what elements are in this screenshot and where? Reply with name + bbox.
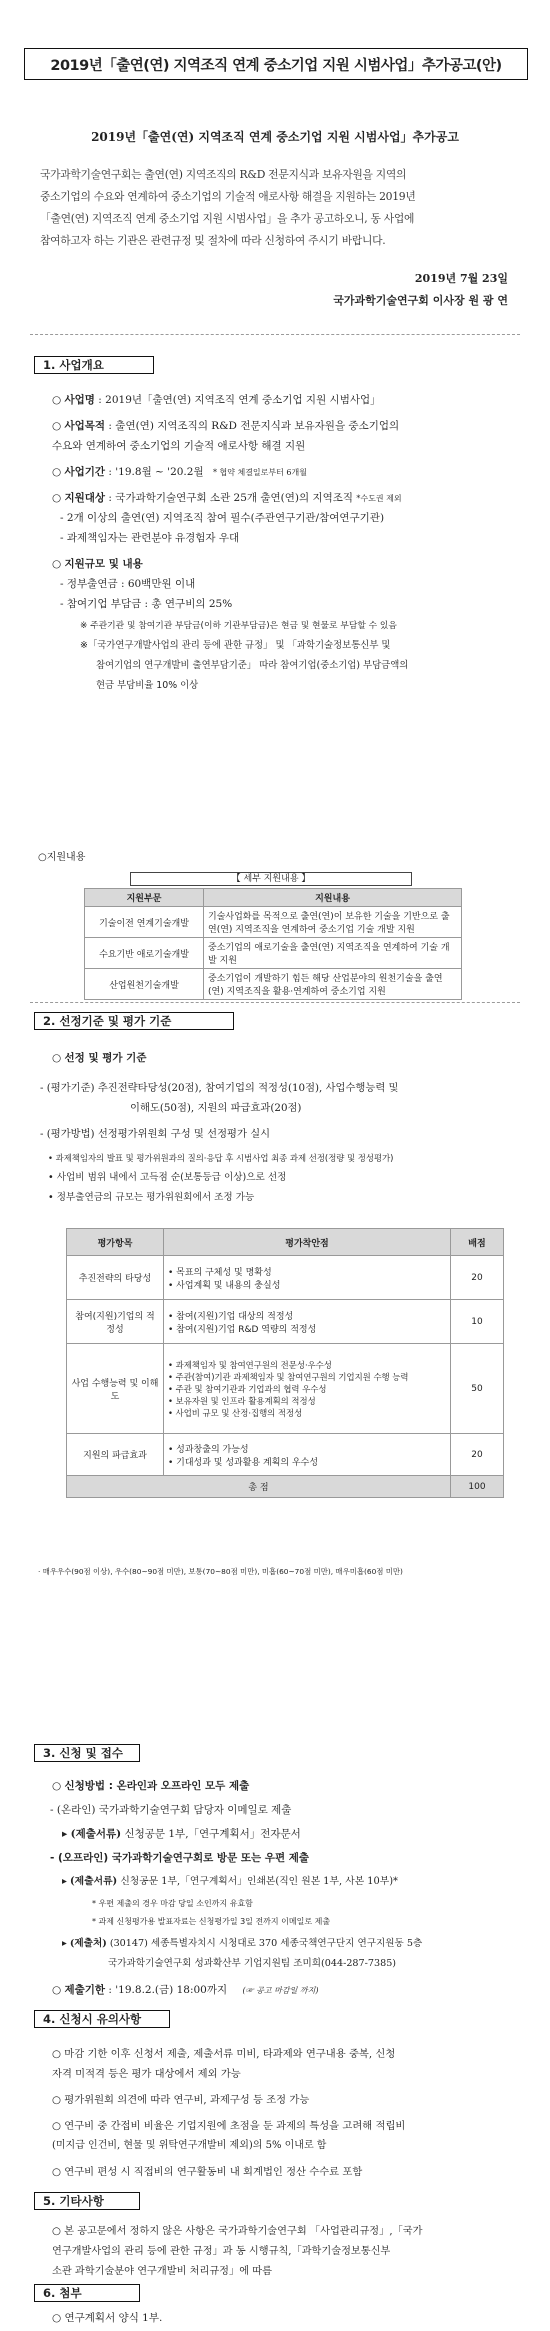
- support-cell: 중소기업의 애로기술을 출연(연) 지역조직을 연계하여 기술 개발 지원: [204, 938, 462, 969]
- criteria-subheading: ○ 선정 및 평가 기준: [52, 1052, 147, 1064]
- support-scale: ○ 지원규모 및 내용: [52, 558, 143, 570]
- table-row: [85, 907, 462, 938]
- notice-text: 자격 미적격 등은 평가 대상에서 제외 가능: [52, 2068, 241, 2080]
- apply-note: * 과제 신청평가용 발표자료는 신청평가일 3일 전까지 이메일로 제출: [92, 1917, 331, 1926]
- notice-item: ○ 연구비 중 간접비 비율은 기업지원에 초점을 둔 과제의 특성을 고려해 적립비: [52, 2120, 406, 2132]
- docs-value: 신청공문 1부,「연구계획서」전자문서: [124, 1828, 301, 1840]
- target-value: : 국가과학기술연구회 소관 25개 출연(연)의 지역조직: [108, 492, 354, 504]
- eval-point: 주관(참여)기관 과제책임자 및 참여연구원의 기업지원 수행 능력: [175, 1371, 409, 1382]
- criteria-bullet-text: 사업비 범위 내에서 고득점 순(보통등급 이상)으로 선정: [56, 1172, 287, 1183]
- attachment-text: 연구계획서 양식 1부.: [64, 2312, 163, 2324]
- notice-text: 평가위원회 의견에 따라 연구비, 과제구성 등 조정 가능: [64, 2094, 310, 2106]
- divider: [30, 334, 520, 335]
- date: 2019년 7월 23일: [414, 272, 508, 285]
- deadline-value: : '19.8.2.(금) 18:00까지: [108, 1984, 228, 1996]
- eval-points: • 성과창출의 가능성 • 기대성과 및 성과활용 계획의 우수성: [164, 1434, 451, 1476]
- docs-label: (제출서류): [70, 1828, 122, 1840]
- eval-total-label: 총 점: [67, 1476, 451, 1498]
- period-note: * 협약 체결일로부터 6개월: [212, 468, 307, 477]
- support-cell: 중소기업이 개발하기 힘든 해당 산업분야의 원천기술을 출연(연) 지역조직을 활용·연계하여 중소기업 지원: [204, 969, 462, 1000]
- scale-note: ※「국가연구개발사업의 관리 등에 관한 규정」 및 「과학기술정보통신부 및: [80, 640, 391, 651]
- apply-method-text: 신청방법 : 온라인과 오프라인 모두 제출: [64, 1780, 250, 1792]
- eval-point: 참여(지원)기업 R&D 역량의 적정성: [176, 1324, 317, 1335]
- purpose-label: 사업목적: [64, 420, 106, 432]
- target-sub: - 2개 이상의 출연(연) 지역조직 참여 필수(주관연구기관/참여연구기관): [60, 512, 385, 524]
- addr-value: (30147) 세종특별자치시 시청대로 370 세종국책연구단지 연구지원동 5층: [109, 1938, 423, 1949]
- target-label: 지원대상: [64, 492, 106, 504]
- intro-line: 참여하고자 하는 기관은 관련규정 및 절차에 따라 신청하여 주시기 바랍니다.: [40, 234, 386, 247]
- apply-line: ▸ (제출처) (30147) 세종특별자치시 시청대로 370 세종국책연구단지 연구지원동 5층: [62, 1938, 423, 1949]
- criteria-line: 이해도(50점), 지원의 파급효과(20점): [130, 1102, 302, 1114]
- misc-text: 본 공고문에서 정하지 않은 사항은 국가과학기술연구회 「사업관리규정」,「국가: [64, 2226, 423, 2237]
- support-cell: 기술이전 연계기술개발: [85, 907, 204, 938]
- eval-score: 50: [451, 1344, 504, 1434]
- organization-signature: 국가과학기술연구회 이사장 원 광 연: [333, 294, 508, 307]
- evaluation-table: [66, 1228, 504, 1498]
- deadline-note: (☞ 공고 마감일 까지): [242, 1986, 319, 1995]
- scale-note: 참여기업의 연구개발비 출연부담기준」 따라 참여기업(중소기업) 부담금액의: [96, 660, 409, 671]
- apply-line: - (온라인) 국가과학기술연구회 담당자 이메일로 제출: [50, 1804, 292, 1816]
- support-header: 지원내용: [204, 889, 462, 907]
- intro-line: 국가과학기술연구회는 출연(연) 지역조직의 R&D 전문지식과 보유자원을 지역의: [40, 168, 407, 181]
- support-label: ○지원내용: [38, 852, 86, 863]
- support-header: 지원부문: [85, 889, 204, 907]
- misc-text: 소관 과학기술분야 연구개발비 처리규정」에 따름: [52, 2266, 272, 2277]
- project-name-value: : 2019년「출연(연) 지역조직 연계 중소기업 지원 시범사업」: [98, 394, 381, 406]
- attachment-line: ○ 연구계획서 양식 1부.: [52, 2312, 163, 2324]
- notice-text: (미지급 인건비, 현물 및 위탁연구개발비 제외)의 5% 이내로 함: [52, 2140, 327, 2151]
- misc-text: 연구개발사업의 관리 등에 관한 규정」과 동 시행규칙,「과학기술정보통신부: [52, 2246, 391, 2257]
- eval-score: 20: [451, 1256, 504, 1300]
- project-name-label: 사업명: [64, 394, 95, 406]
- notice-text: 마감 기한 이후 신청서 제출, 제출서류 미비, 타과제와 연구내용 중복, 신청: [64, 2048, 396, 2060]
- table-row: [67, 1344, 504, 1434]
- offline-text: - (오프라인) 국가과학기술연구회로 방문 또는 우편 제출: [50, 1852, 310, 1864]
- deadline: ○ 제출기한 : '19.8.2.(금) 18:00까지 (☞ 공고 마감일 까지): [52, 1984, 319, 1996]
- criteria-bullet-text: 과제책임자의 발표 및 평가위원과의 질의·응답 후 시범사업 최종 과제 선정(정량 및 정성평가): [55, 1153, 394, 1163]
- support-caption: 【 세부 지원내용 】: [130, 872, 412, 886]
- eval-header: 배점: [451, 1229, 504, 1256]
- addr-label: (제출처): [69, 1938, 107, 1949]
- document-title: 2019년「출연(연) 지역조직 연계 중소기업 지원 시범사업」추가공고: [91, 130, 459, 144]
- intro-paragraph: [40, 164, 515, 252]
- eval-total: 100: [451, 1476, 504, 1498]
- project-name: ○ 사업명 : 2019년「출연(연) 지역조직 연계 중소기업 지원 시범사업」: [52, 394, 381, 406]
- apply-line: ▸ (제출서류) 신청공문 1부,「연구계획서」인쇄본(직인 원본 1부, 사본 10부)*: [62, 1876, 398, 1887]
- eval-points: • 목표의 구체성 및 명확성 • 사업계획 및 내용의 충실성: [164, 1256, 451, 1300]
- eval-score: 20: [451, 1434, 504, 1476]
- table-row: [67, 1476, 504, 1498]
- criteria-bullet: • 사업비 범위 내에서 고득점 순(보통등급 이상)으로 선정: [48, 1172, 287, 1183]
- eval-header: 평가항목: [67, 1229, 164, 1256]
- section-2-heading: 2. 선정기준 및 평가 기준: [34, 1012, 234, 1030]
- criteria-bullet: • 정부출연금의 규모는 평가위원회에서 조정 가능: [48, 1192, 255, 1203]
- support-cell: 산업원천기술개발: [85, 969, 204, 1000]
- criteria-bullet-text: 정부출연금의 규모는 평가위원회에서 조정 가능: [56, 1192, 255, 1203]
- eval-item: 추진전략의 타당성: [67, 1256, 164, 1300]
- criteria-line: - (평가기준) 추진전략타당성(20점), 참여기업의 적정성(10점), 사업수행능력 및: [40, 1082, 399, 1094]
- support-table: [84, 888, 462, 1000]
- deadline-label: 제출기한: [64, 1984, 106, 1996]
- divider: [30, 1002, 520, 1003]
- table-row: [67, 1434, 504, 1476]
- docs-label: (제출서류): [70, 1876, 118, 1887]
- project-period: ○ 사업기간 : '19.8월 ~ '20.2월 * 협약 체결일로부터 6개월: [52, 466, 307, 478]
- eval-point: 주관 및 참여기관과 기업과의 협력 우수성: [175, 1383, 327, 1394]
- eval-point: 참여(지원)기업 대상의 적정성: [176, 1311, 294, 1322]
- top-title-box: 2019년「출연(연) 지역조직 연계 중소기업 지원 시범사업」추가공고(안): [24, 48, 528, 80]
- section-5-heading: 5. 기타사항: [34, 2192, 140, 2210]
- eval-point: 과제책임자 및 참여연구원의 전문성·우수성: [175, 1359, 332, 1370]
- support-cell: 기술사업화를 목적으로 출연(연)이 보유한 기술을 기반으로 출연(연) 지역조직을 연계하여 중소기업 기술 개발 지원: [204, 907, 462, 938]
- eval-point: 보유자원 및 인프라 활용계획의 적정성: [175, 1395, 316, 1406]
- table-row: [85, 969, 462, 1000]
- apply-note: * 우편 제출의 경우 마감 당일 소인까지 유효함: [92, 1899, 253, 1908]
- target-note: *수도권 제외: [356, 494, 402, 503]
- section-6-heading: 6. 첨부: [34, 2284, 140, 2302]
- table-row: [85, 938, 462, 969]
- section-3-heading: 3. 신청 및 접수: [34, 1744, 140, 1762]
- eval-point: 성과창출의 가능성: [176, 1444, 249, 1455]
- eval-point: 사업계획 및 내용의 충실성: [176, 1280, 281, 1291]
- table-row: [67, 1256, 504, 1300]
- target-sub: - 과제책임자는 관련분야 유경험자 우대: [60, 532, 240, 544]
- support-target: ○ 지원대상 : 국가과학기술연구회 소관 25개 출연(연)의 지역조직 *수도권 제외: [52, 492, 402, 504]
- eval-points: • 참여(지원)기업 대상의 적정성 • 참여(지원)기업 R&D 역량의 적정성: [164, 1300, 451, 1344]
- eval-footnote: · 매우우수(90점 이상), 우수(80~90점 미만), 보통(70~80점 미만), 미흡(60~70점 미만), 매우미흡(60점 미만): [38, 1567, 403, 1576]
- misc-line: ○ 본 공고문에서 정하지 않은 사항은 국가과학기술연구회 「사업관리규정」,「국가: [52, 2226, 423, 2237]
- docs-value: 신청공문 1부,「연구계획서」인쇄본(직인 원본 1부, 사본 10부)*: [120, 1876, 398, 1887]
- criteria-bullet: • 과제책임자의 발표 및 평가위원과의 질의·응답 후 시범사업 최종 과제 선정(정량 및 정성평가): [48, 1153, 394, 1163]
- support-cell: 수요기반 애로기술개발: [85, 938, 204, 969]
- intro-line: 「출연(연) 지역조직 연계 중소기업 지원 시범사업」을 추가 공고하오니, 동 사업에: [40, 212, 415, 225]
- scale-sub: - 참여기업 부담금 : 총 연구비의 25%: [60, 598, 233, 610]
- criteria-line: - (평가방법) 선정평가위원회 구성 및 선정평가 실시: [40, 1128, 271, 1140]
- eval-point: 사업비 규모 및 산정·집행의 적정성: [175, 1407, 303, 1418]
- eval-points: • 과제책임자 및 참여연구원의 전문성·우수성 • 주관(참여)기관 과제책임자 및 참여연구원의 기업지원 수행 능력 • 주관 및 참여기관과 기업과의 협력 우수성 • 보유자원 및 인프라 활용계획의 적정성 • 사업비 규모 및 산정·집행의 적정성: [164, 1344, 451, 1434]
- period-value: : '19.8월 ~ '20.2월: [108, 466, 204, 478]
- notice-item: ○ 마감 기한 이후 신청서 제출, 제출서류 미비, 타과제와 연구내용 중복, 신청: [52, 2048, 396, 2060]
- apply-line: 국가과학기술연구회 성과확산부 기업지원팀 조미희(044-287-7385): [108, 1958, 397, 1969]
- purpose-value: : 출연(연) 지역조직의 R&D 전문지식과 보유자원을 중소기업의: [108, 420, 400, 432]
- scale-note: ※ 주관기관 및 참여기관 부담금(이하 기관부담금)은 현금 및 현물로 부담할 수 있음: [80, 621, 397, 631]
- table-row: [67, 1300, 504, 1344]
- period-label: 사업기간: [64, 466, 106, 478]
- intro-line: 중소기업의 수요와 연계하여 중소기업의 기술적 애로사항 해결을 지원하는 2019년: [40, 190, 416, 203]
- eval-item: 지원의 파급효과: [67, 1434, 164, 1476]
- scale-note: 현금 부담비율 10% 이상: [96, 680, 199, 691]
- eval-header: 평가착안점: [164, 1229, 451, 1256]
- purpose-value-cont: 수요와 연계하여 중소기업의 기술적 애로사항 해결 지원: [52, 440, 306, 452]
- eval-score: 10: [451, 1300, 504, 1344]
- criteria-sub-label: 선정 및 평가 기준: [64, 1052, 147, 1064]
- notice-item: ○ 평가위원회 의견에 따라 연구비, 과제구성 등 조정 가능: [52, 2094, 310, 2106]
- section-4-heading: 4. 신청시 유의사항: [34, 2010, 170, 2028]
- apply-line: ▸ (제출서류) 신청공문 1부,「연구계획서」전자문서: [62, 1828, 301, 1840]
- scale-sub: - 정부출연금 : 60백만원 이내: [60, 578, 196, 590]
- notice-item: ○ 연구비 편성 시 직접비의 연구활동비 내 회계법인 정산 수수료 포함: [52, 2166, 363, 2178]
- eval-point: 기대성과 및 성과활용 계획의 우수성: [176, 1457, 319, 1468]
- eval-item: 참여(지원)기업의 적정성: [67, 1300, 164, 1344]
- eval-item: 사업 수행능력 및 이해도: [67, 1344, 164, 1434]
- notice-text: 연구비 중 간접비 비율은 기업지원에 초점을 둔 과제의 특성을 고려해 적립비: [64, 2120, 406, 2132]
- project-purpose: ○ 사업목적 : 출연(연) 지역조직의 R&D 전문지식과 보유자원을 중소기업의: [52, 420, 400, 432]
- notice-text: 연구비 편성 시 직접비의 연구활동비 내 회계법인 정산 수수료 포함: [64, 2166, 363, 2178]
- scale-label: 지원규모 및 내용: [64, 558, 143, 570]
- section-1-heading: 1. 사업개요: [34, 356, 154, 374]
- apply-line: [50, 1848, 540, 1868]
- eval-point: 목표의 구체성 및 명확성: [176, 1267, 272, 1278]
- apply-method: ○ 신청방법 : 온라인과 오프라인 모두 제출: [52, 1780, 250, 1792]
